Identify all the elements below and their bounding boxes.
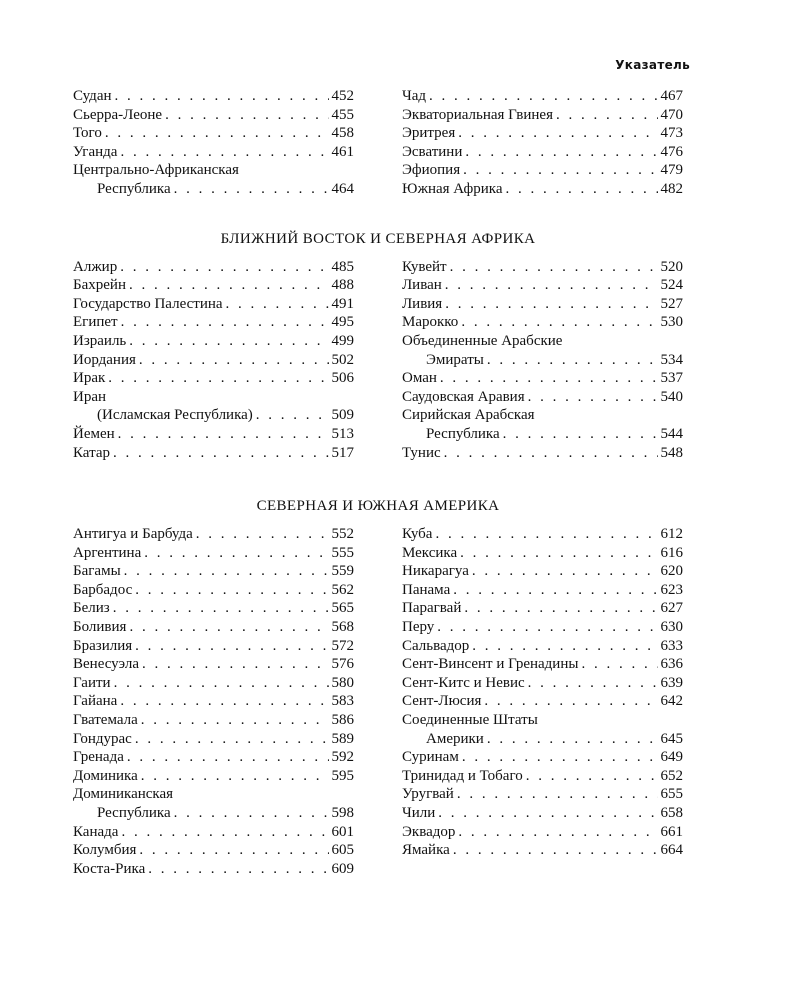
index-entry-name: Тринидад и Тобаго [402, 767, 523, 784]
index-entry-name: Ирак [73, 370, 106, 387]
dot-leader [506, 180, 658, 199]
right-column [402, 258, 683, 463]
index-entry-page: 555 [331, 544, 354, 561]
index-entry-name: Чили [402, 805, 436, 821]
index-entry-page: 452 [331, 88, 354, 104]
index-entry-name: Ливан [402, 277, 442, 294]
index-entry-page: 580 [331, 674, 354, 691]
index-entry [73, 406, 354, 425]
index-entry-name: Соединенные Штаты [402, 712, 538, 729]
index-entry-page: 509 [331, 407, 354, 424]
index-entry-page: 476 [660, 143, 683, 160]
index-entry-name: Панама [402, 581, 451, 598]
index-entry-page: 576 [331, 656, 354, 673]
index-entry-page: 455 [331, 106, 354, 123]
index-entry-continuation: Америки [426, 730, 484, 747]
index-entry-name: Йемен [73, 425, 115, 442]
dot-leader [148, 860, 328, 879]
index-entry [73, 87, 354, 106]
index-entry-page: 540 [660, 388, 683, 405]
index-entry-name: Гренада [73, 749, 124, 766]
index-entry-name: Судан [73, 88, 112, 104]
index-entry-page: 620 [660, 563, 683, 580]
index-entry-name: Венесуэла [73, 656, 139, 673]
section-title: СЕВЕРНАЯ И ЮЖНАЯ АМЕРИКА [256, 498, 500, 515]
index-entry-name: Чад [402, 88, 427, 104]
dot-leader [437, 618, 657, 637]
dot-leader [429, 87, 657, 106]
index-entry [73, 767, 354, 786]
dot-leader [121, 313, 329, 332]
index-entry-page: 586 [331, 712, 354, 729]
section-columns [73, 87, 683, 199]
index-entry-continuation: Республика [97, 180, 171, 197]
index-entry-page: 461 [331, 143, 354, 160]
dot-leader [445, 276, 658, 295]
index-entry-name: Израиль [73, 332, 127, 349]
section-columns [73, 258, 683, 463]
index-entry-page: 482 [660, 180, 683, 197]
index-entry-name: Экваториальная Гвинея [402, 106, 553, 123]
index-entry [73, 823, 354, 842]
index-entry-page: 592 [331, 749, 354, 766]
dot-leader [129, 332, 328, 351]
index-entry-continuation: Эмираты [426, 351, 484, 368]
index-entry [402, 87, 683, 106]
index-entry-continuation: Республика [97, 805, 171, 821]
index-entry-page: 568 [331, 619, 354, 636]
index-entry-page: 589 [331, 730, 354, 747]
index-entry-page: 605 [331, 842, 354, 859]
left-column [73, 258, 354, 463]
index-entry [73, 637, 354, 656]
index-entry [402, 637, 683, 656]
index-entry-name: Белиз [73, 600, 110, 617]
index-entry-page: 552 [331, 526, 354, 543]
index-entry [73, 143, 354, 162]
index-entry [73, 599, 354, 618]
index-entry [73, 748, 354, 767]
dot-leader [174, 804, 329, 823]
dot-leader [503, 425, 658, 444]
index-entry-name: Государство Палестина [73, 295, 223, 312]
index-entry-page: 655 [660, 786, 683, 803]
index-entry-name: Эфиопия [402, 162, 461, 179]
index-entry [73, 804, 354, 823]
index-entry-name: Марокко [402, 314, 459, 331]
index-entry-name: Перу [402, 619, 435, 636]
index-entry-page: 470 [660, 106, 683, 123]
index-entry [73, 106, 354, 125]
index-entry-name: Ливия [402, 295, 443, 312]
index-entry-name: Доминика [73, 767, 138, 784]
index-entry-page: 616 [660, 544, 683, 561]
dot-leader [129, 618, 328, 637]
index-entry-name: Бахрейн [73, 277, 126, 294]
dot-leader [113, 444, 329, 463]
index-entry-page: 464 [331, 180, 354, 197]
index-entry-page: 506 [331, 370, 354, 387]
index-entry [402, 444, 683, 463]
index-entry [402, 581, 683, 600]
index-entry-name: Алжир [73, 258, 118, 275]
index-entry [402, 655, 683, 674]
dot-leader [445, 295, 657, 314]
index-entry-page: 639 [660, 674, 683, 691]
index-entry-page: 534 [660, 351, 683, 368]
index-entry [73, 313, 354, 332]
index-entry-name: Колумбия [73, 842, 137, 859]
index-page [73, 87, 683, 878]
index-entry [73, 692, 354, 711]
index-entry-page: 524 [660, 277, 683, 294]
index-entry [402, 180, 683, 199]
index-entry-name: Аргентина [73, 544, 142, 561]
dot-leader [472, 637, 657, 656]
dot-leader [141, 711, 329, 730]
index-entry [402, 841, 683, 860]
dot-leader [528, 674, 658, 693]
index-entry [73, 332, 354, 351]
index-entry-page: 595 [331, 767, 354, 784]
index-entry [402, 692, 683, 711]
index-entry-page: 544 [660, 425, 683, 442]
index-entry [402, 804, 683, 823]
index-entry [73, 258, 354, 277]
dot-leader [256, 406, 329, 425]
dot-leader [114, 674, 329, 693]
dot-leader [450, 258, 658, 277]
index-entry-name: Бразилия [73, 637, 133, 654]
dot-leader [440, 369, 658, 388]
index-entry-name: Южная Африка [402, 180, 503, 197]
index-entry-page: 583 [331, 693, 354, 710]
index-entry [73, 425, 354, 444]
dot-leader [460, 544, 657, 563]
index-entry-page: 652 [660, 767, 683, 784]
section-africa-continued [73, 87, 683, 199]
index-entry-page: 562 [331, 581, 354, 598]
dot-leader [458, 124, 657, 143]
index-entry [402, 276, 683, 295]
index-entry-name: Суринам [402, 749, 459, 766]
index-entry-continuation: Республика [426, 425, 500, 442]
dot-leader [144, 544, 328, 563]
dot-leader [226, 295, 329, 314]
dot-leader [461, 313, 657, 332]
index-entry [402, 823, 683, 842]
index-entry-name: Коста-Рика [73, 860, 146, 877]
index-entry-name: Тунис [402, 444, 441, 461]
index-entry [402, 618, 683, 637]
index-entry [402, 748, 683, 767]
dot-leader [120, 258, 328, 277]
index-entry [402, 544, 683, 563]
index-entry [402, 351, 683, 370]
index-entry-name: Ямайка [402, 842, 450, 859]
index-entry [73, 674, 354, 693]
index-entry-name: Антигуа и Барбуда [73, 526, 193, 543]
dot-leader [115, 87, 329, 106]
dot-leader [457, 785, 658, 804]
dot-leader [121, 823, 328, 842]
index-entry [73, 276, 354, 295]
index-entry-name: Гаити [73, 674, 111, 691]
dot-leader [165, 106, 328, 125]
index-entry-name: Канада [73, 823, 119, 840]
index-entry [73, 444, 354, 463]
dot-leader [141, 767, 329, 786]
index-entry-page: 537 [660, 370, 683, 387]
dot-leader [124, 562, 329, 581]
dot-leader [438, 804, 657, 823]
index-entry-name: Барбадос [73, 581, 133, 598]
dot-leader [196, 525, 329, 544]
dot-leader [108, 369, 328, 388]
index-entry [402, 124, 683, 143]
index-entry [402, 599, 683, 618]
index-entry-page: 627 [660, 600, 683, 617]
index-entry [73, 730, 354, 749]
index-entry-page: 636 [660, 656, 683, 673]
index-entry-name: Катар [73, 444, 110, 461]
index-entry-page: 488 [331, 277, 354, 294]
dot-leader [113, 599, 329, 618]
dot-leader [142, 655, 329, 674]
index-entry-page: 473 [660, 125, 683, 142]
index-entry [73, 562, 354, 581]
index-entry [402, 730, 683, 749]
index-entry [73, 180, 354, 199]
left-column [73, 87, 354, 199]
index-entry [73, 841, 354, 860]
index-entry [402, 785, 683, 804]
section-columns [73, 525, 683, 878]
index-entry-name: Сент-Винсент и Гренадины [402, 656, 579, 673]
index-entry [73, 369, 354, 388]
dot-leader [120, 692, 328, 711]
index-entry-name: Сент-Китс и Невис [402, 674, 525, 691]
index-entry [402, 562, 683, 581]
section-americas [73, 496, 683, 878]
dot-leader [118, 425, 329, 444]
index-entry-page: 458 [331, 125, 354, 142]
index-entry-name: Куба [402, 526, 433, 543]
right-column [402, 525, 683, 878]
index-entry [402, 161, 683, 180]
index-entry-page: 661 [660, 823, 683, 840]
dot-leader [487, 351, 658, 370]
index-entry [402, 369, 683, 388]
index-entry-name: Уругвай [402, 786, 454, 803]
index-entry-name: Сирийская Арабская [402, 407, 535, 424]
index-entry [402, 388, 683, 407]
dot-leader [120, 143, 328, 162]
index-entry [73, 581, 354, 600]
dot-leader [465, 143, 657, 162]
section-title: БЛИЖНИЙ ВОСТОК И СЕВЕРНАЯ АФРИКА [220, 230, 536, 247]
dot-leader [528, 388, 658, 407]
index-entry-page: 499 [331, 332, 354, 349]
index-entry-page: 479 [660, 162, 683, 179]
index-entry [402, 425, 683, 444]
index-entry-name: Парагвай [402, 600, 462, 617]
dot-leader [135, 581, 328, 600]
index-entry [402, 258, 683, 277]
index-entry-name: Гватемала [73, 712, 138, 729]
index-entry [402, 525, 683, 544]
index-entry-page: 630 [660, 619, 683, 636]
index-entry-page: 633 [660, 637, 683, 654]
index-entry-name: Эквадор [402, 823, 456, 840]
dot-leader [105, 124, 329, 143]
dot-leader [139, 841, 328, 860]
dot-leader [129, 276, 329, 295]
index-entry-page: 598 [331, 805, 354, 821]
dot-leader [581, 655, 657, 674]
dot-leader [526, 767, 658, 786]
index-entry-name: Боливия [73, 619, 127, 636]
dot-leader [139, 351, 329, 370]
dot-leader [458, 823, 657, 842]
index-entry [73, 525, 354, 544]
dot-leader [453, 581, 657, 600]
index-entry [402, 106, 683, 125]
running-head: Указатель [615, 58, 690, 72]
index-entry-page: 491 [331, 295, 354, 312]
index-entry-continuation: (Исламская Республика) [97, 407, 253, 424]
dot-leader [556, 106, 658, 125]
index-entry-name: Оман [402, 370, 437, 387]
dot-leader [464, 599, 657, 618]
dot-leader [444, 444, 658, 463]
section-middle-east [73, 229, 683, 463]
index-entry-name: Гайана [73, 693, 118, 710]
index-entry-name: Сальвадор [402, 637, 470, 654]
index-entry-name: Египет [73, 314, 118, 331]
index-entry-page: 467 [660, 88, 683, 104]
index-entry-page: 609 [331, 860, 354, 877]
index-entry [73, 618, 354, 637]
index-entry [402, 313, 683, 332]
index-entry-name: Сент-Люсия [402, 693, 482, 710]
index-entry-page: 513 [331, 425, 354, 442]
index-entry [402, 674, 683, 693]
left-column [73, 525, 354, 878]
dot-leader [435, 525, 657, 544]
index-entry [402, 143, 683, 162]
index-entry-name: Доминиканская [73, 786, 174, 803]
index-entry-name: Эсватини [402, 143, 463, 160]
index-entry [73, 860, 354, 879]
index-entry-page: 572 [331, 637, 354, 654]
dot-leader [462, 748, 658, 767]
index-entry-page: 559 [331, 563, 354, 580]
index-entry-name: Багамы [73, 563, 121, 580]
index-entry [73, 351, 354, 370]
right-column [402, 87, 683, 199]
index-entry [402, 767, 683, 786]
index-entry-page: 623 [660, 581, 683, 598]
index-entry-name: Центрально-Африканская [73, 162, 239, 179]
dot-leader [127, 748, 329, 767]
index-entry [73, 124, 354, 143]
index-entry-name: Объединенные Арабские [402, 332, 563, 349]
index-entry-page: 495 [331, 314, 354, 331]
index-entry-page: 527 [660, 295, 683, 312]
index-entry-page: 502 [331, 351, 354, 368]
index-entry-page: 485 [331, 258, 354, 275]
dot-leader [484, 692, 657, 711]
index-entry [402, 295, 683, 314]
index-entry-page: 565 [331, 600, 354, 617]
dot-leader [174, 180, 329, 199]
index-entry-page: 612 [660, 526, 683, 543]
index-entry-name: Эритрея [402, 125, 456, 142]
index-entry-name: Никарагуа [402, 563, 469, 580]
dot-leader [453, 841, 658, 860]
index-entry-page: 645 [660, 730, 683, 747]
index-entry-page: 517 [331, 444, 354, 461]
index-entry [73, 544, 354, 563]
index-entry-page: 520 [660, 258, 683, 275]
dot-leader [135, 637, 328, 656]
index-entry [73, 295, 354, 314]
dot-leader [487, 730, 658, 749]
index-entry-page: 658 [660, 805, 683, 821]
index-entry-name: Гондурас [73, 730, 132, 747]
index-entry-page: 664 [660, 842, 683, 859]
dot-leader [135, 730, 329, 749]
index-entry-page: 530 [660, 314, 683, 331]
index-entry [73, 655, 354, 674]
index-entry-name: Уганда [73, 143, 118, 160]
index-entry-name: Мексика [402, 544, 458, 561]
dot-leader [463, 161, 657, 180]
index-entry-name: Того [73, 125, 102, 142]
index-entry [73, 711, 354, 730]
index-entry-page: 601 [331, 823, 354, 840]
index-entry-name: Иран [73, 388, 107, 405]
index-entry-page: 649 [660, 749, 683, 766]
index-entry-name: Кувейт [402, 258, 447, 275]
dot-leader [472, 562, 658, 581]
index-entry-page: 642 [660, 693, 683, 710]
index-entry-page: 548 [660, 444, 683, 461]
index-entry-name: Сьерра-Леоне [73, 106, 163, 123]
index-entry-name: Иордания [73, 351, 136, 368]
index-entry-name: Саудовская Аравия [402, 388, 525, 405]
